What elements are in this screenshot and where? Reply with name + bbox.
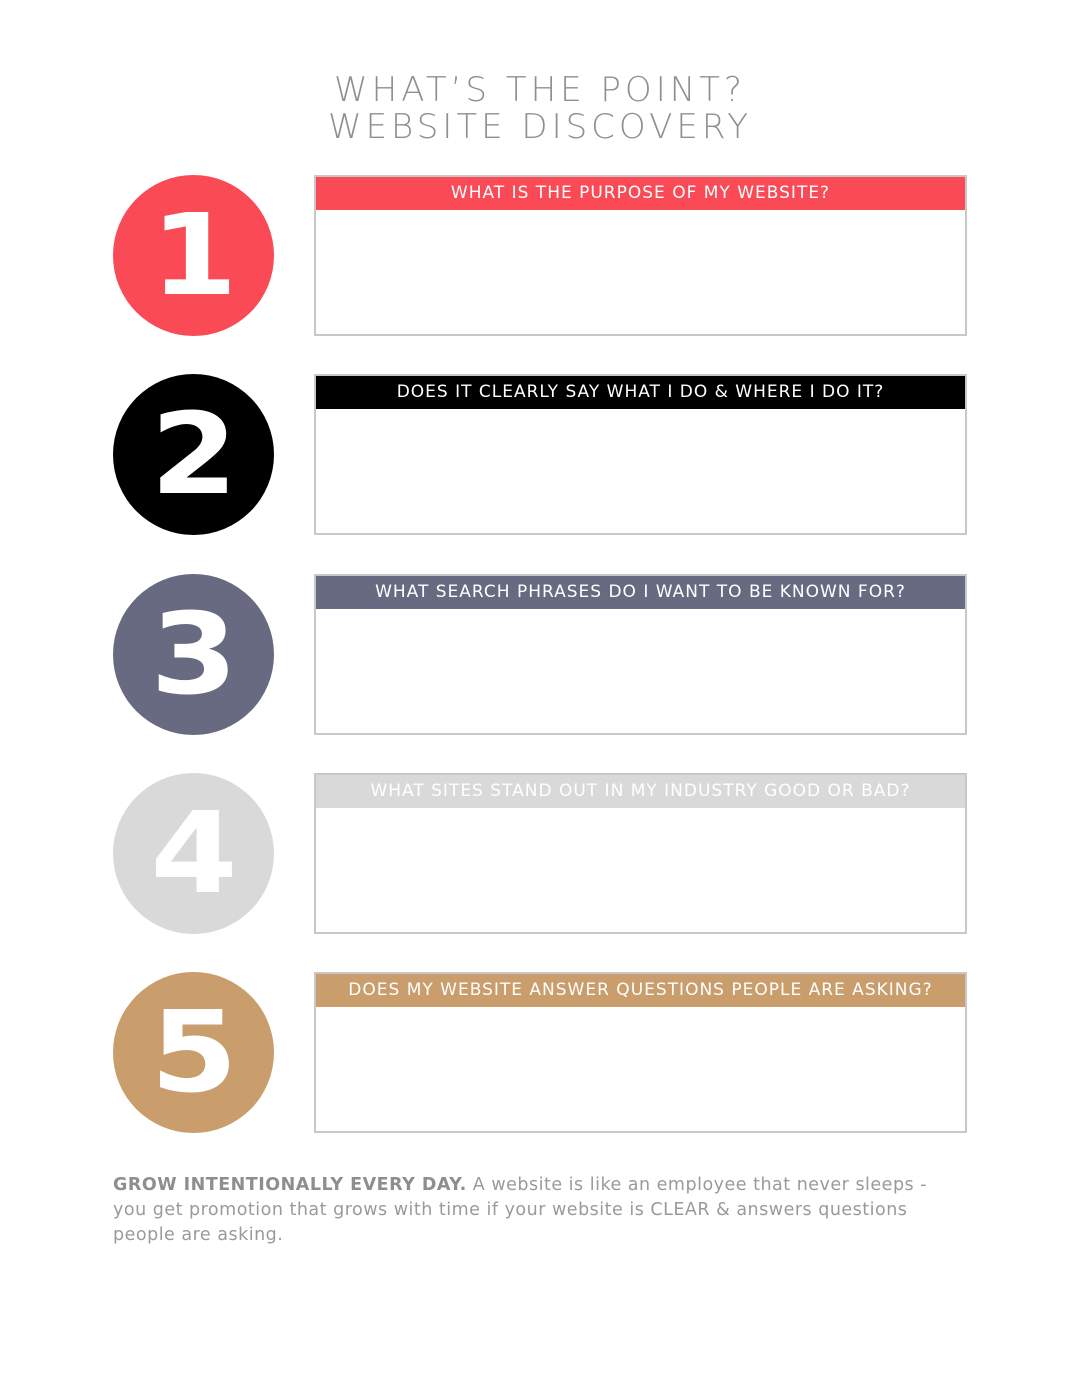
step-3-answer-area[interactable] [316,609,965,733]
step-3-number: 3 [149,589,238,720]
step-1-number: 1 [149,190,238,321]
step-1-number-circle [113,175,274,336]
step-2 [0,374,1080,536]
page-title-line-1: WHAT’S THE POINT? [334,70,746,110]
step-4-number: 4 [149,788,238,919]
step-4-answer-area[interactable] [316,808,965,932]
step-4-question: WHAT SITES STAND OUT IN MY INDUSTRY GOOD OR BAD? [316,775,965,808]
step-1-answer-area[interactable] [316,210,965,334]
footer-lead: GROW INTENTIONALLY EVERY DAY. [113,1175,467,1195]
footer-body: A website is like an employee that never sleeps - you get promotion that grows with time if your website is CLEAR & answers questions people are asking. [113,1175,928,1245]
footer-note [113,1173,963,1248]
step-5-number: 5 [149,987,238,1118]
page-title-line-2: WEBSITE DISCOVERY [327,107,753,147]
step-3 [0,574,1080,736]
step-2-answer-area[interactable] [316,409,965,533]
step-3-answer-box[interactable] [314,574,967,735]
step-5 [0,972,1080,1134]
step-3-number-circle [113,574,274,735]
step-5-number-circle [113,972,274,1133]
step-1-answer-box[interactable] [314,175,967,336]
step-3-question: WHAT SEARCH PHRASES DO I WANT TO BE KNOWN FOR? [316,576,965,609]
step-5-answer-area[interactable] [316,1007,965,1131]
step-2-answer-box[interactable] [314,374,967,535]
step-1 [0,175,1080,337]
step-5-question: DOES MY WEBSITE ANSWER QUESTIONS PEOPLE ARE ASKING? [316,974,965,1007]
step-1-question: WHAT IS THE PURPOSE OF MY WEBSITE? [316,177,965,210]
step-2-number-circle [113,374,274,535]
step-4 [0,773,1080,935]
step-5-answer-box[interactable] [314,972,967,1133]
step-2-question: DOES IT CLEARLY SAY WHAT I DO & WHERE I DO IT? [316,376,965,409]
step-2-number: 2 [149,389,238,520]
step-4-number-circle [113,773,274,934]
step-4-answer-box[interactable] [314,773,967,934]
